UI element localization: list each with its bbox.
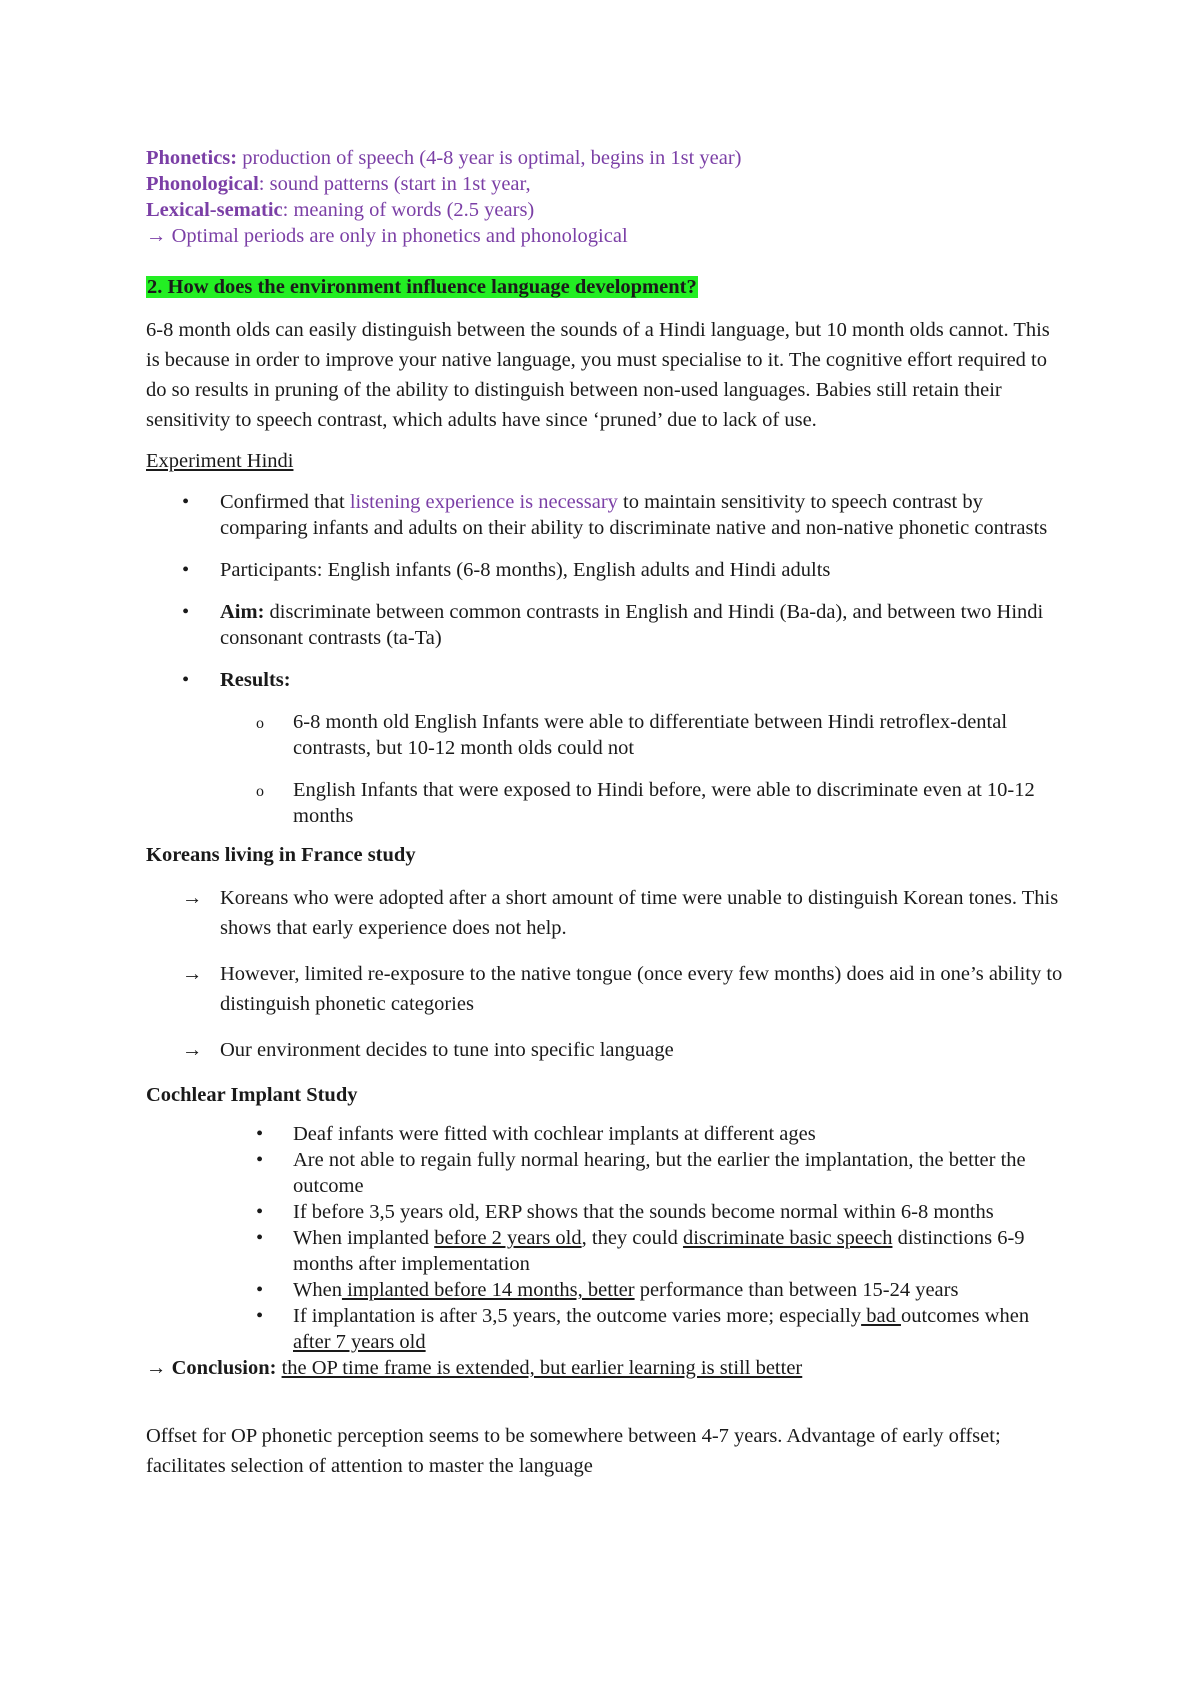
definitions-block [146,145,1066,249]
definition-phonetics: Phonetics: production of speech (4-8 year is optimal, begins in 1st year) [146,147,742,169]
list-item: o English Infants that were exposed to Hindi before, were able to discriminate even at 10-12 months [256,779,1035,827]
bullet-dot-icon: • [256,1201,264,1223]
bullet-dot-icon: • [256,1279,264,1301]
list-item: → However, limited re-exposure to the native tongue (once every few months) does aid in one’s ability to distinguish phonetic categories [146,959,1066,1019]
bullet-dot-icon: • [182,669,190,691]
arrow-right-icon: → [182,887,203,909]
results-list [220,709,1066,829]
conclusion-label: → Conclusion: [146,1357,277,1379]
question-heading: 2. How does the environment influence language development? [147,276,697,298]
bullet-circle-icon: o [256,715,264,732]
arrow-right-icon: → [182,963,203,985]
list-item: • Participants: English infants (6-8 months), English adults and Hindi adults [182,559,831,581]
bullet-dot-icon: • [182,491,190,513]
intro-paragraph: 6-8 month olds can easily distinguish between the sounds of a Hindi language, but 10 month olds cannot. This is because in order to improve your native language, you must specialise to it. The cognitive effort required to do so results in pruning of the ability to distinguish between non-used languages. Babies still retain their sensitivity to speech contrast, which adults have since ‘pruned’ due to lack of use. [146,319,1050,431]
list-item: • Are not able to regain fully normal hearing, but the earlier the implantation, the better the outcome [256,1149,1026,1197]
list-item: • Aim: discriminate between common contrasts in English and Hindi (Ba-da), and between two Hindi consonant contrasts (ta-Ta) [182,601,1044,649]
bullet-dot-icon: • [182,559,190,581]
bullet-dot-icon: • [256,1305,264,1327]
bullet-dot-icon: • [182,601,190,623]
conclusion-text: the OP time frame is extended, but earlier learning is still better [281,1357,803,1379]
experiment-title-wrap [146,447,1066,475]
list-item: • When implanted before 14 months, better performance than between 15-24 years [256,1279,959,1301]
bullet-dot-icon: • [256,1123,264,1145]
list-item: → Koreans who were adopted after a short amount of time were unable to distinguish Korean tones. This shows that early experience does not help. [146,883,1066,943]
list-item: • Deaf infants were fitted with cochlear implants at different ages [256,1123,816,1145]
bullet-circle-icon: o [256,783,264,800]
bullet-dot-icon: • [256,1149,264,1171]
highlighted-phrase: listening experience is necessary [349,491,618,513]
list-item: • If implantation is after 3,5 years, the outcome varies more; especially bad outcomes when after 7 years old [256,1305,1030,1353]
list-item: • Confirmed that listening experience is necessary to maintain sensitivity to speech contrast by comparing infants and adults on their ability to discriminate native and non-native phonetic contrasts [182,491,1048,539]
conclusion [146,1355,1066,1381]
list-item: → Our environment decides to tune into specific language [146,1035,1066,1065]
cochlear-list [146,1121,1066,1355]
korean-list [146,883,1066,1065]
cochlear-study-title: Cochlear Implant Study [146,1084,358,1106]
question-heading-wrap [146,273,1066,301]
list-item: o 6-8 month old English Infants were able to differentiate between Hindi retroflex-dental contrasts, but 10-12 month olds could not [256,711,1008,759]
final-paragraph: Offset for OP phonetic perception seems to be somewhere between 4-7 years. Advantage of early offset; facilitates selection of attention to master the language [146,1425,1001,1477]
experiment-title: Experiment Hindi [146,450,294,472]
list-item: • Results: o 6-8 month old English Infants were able to differentiate between Hindi retroflex-dental contrasts, but 10-12 month olds could not o English Infants that were exposed to Hindi before, were able to discriminate even at 10-12 months [146,667,1066,829]
korean-study-title: Koreans living in France study [146,844,416,866]
arrow-right-icon: → [182,1039,203,1061]
definition-phonological: Phonological: sound patterns (start in 1st year, [146,173,531,195]
list-item: • If before 3,5 years old, ERP shows that the sounds become normal within 6-8 months [256,1201,994,1223]
document-page [146,145,1066,1502]
bullet-dot-icon: • [256,1227,264,1249]
optimal-note: → Optimal periods are only in phonetics and phonological [146,225,628,247]
list-item: • When implanted before 2 years old, they could discriminate basic speech distinctions 6-9 months after implementation [256,1227,1025,1275]
definition-lexical: Lexical-sematic: meaning of words (2.5 years) [146,199,535,221]
experiment-list [146,489,1066,829]
